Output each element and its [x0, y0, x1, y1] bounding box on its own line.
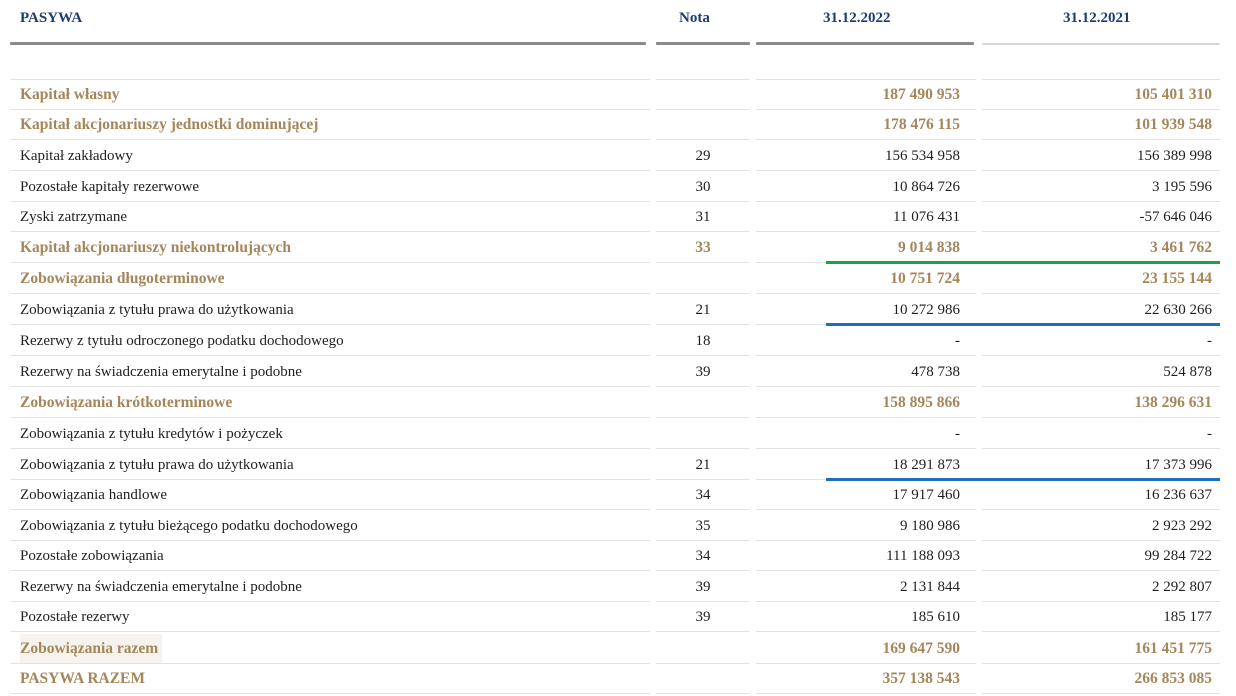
- header-rule-label: [10, 42, 646, 45]
- highlight-line-blue-2: [826, 478, 1220, 481]
- row-value-2022: 9 014 838: [898, 239, 960, 256]
- row-value-2022: 185 610: [911, 609, 960, 625]
- row-label: Zobowiązania handlowe: [20, 487, 168, 503]
- row-divider: [656, 417, 750, 418]
- row-value-2021: -: [1207, 333, 1212, 349]
- highlight-line-green: [826, 261, 1220, 264]
- row-value-2021: 3 195 596: [1152, 179, 1212, 195]
- row-divider: [656, 693, 750, 694]
- row-nota: 29: [695, 148, 711, 164]
- row-divider: [10, 631, 650, 632]
- row-label: Kapitał akcjonariuszy jednostki dominującej: [20, 116, 319, 133]
- row-value-2022: 357 138 543: [882, 670, 960, 687]
- row-value-2022: 178 476 115: [883, 116, 960, 133]
- table-row: [0, 541, 1236, 571]
- row-divider: [756, 448, 976, 449]
- row-value-2022: 10 864 726: [892, 179, 960, 195]
- row-value-2022: 158 895 866: [882, 394, 960, 411]
- row-value-2022: -: [955, 426, 960, 442]
- row-divider: [756, 386, 976, 387]
- row-value-2021: [980, 50, 1212, 80]
- row-value-2022: 111 188 093: [886, 548, 960, 564]
- row-divider: [756, 570, 976, 571]
- row-nota: [656, 80, 750, 110]
- row-value-2022: 2 131 844: [900, 579, 960, 595]
- table-row: [0, 141, 1236, 171]
- table-row: [0, 172, 1236, 202]
- row-nota: [656, 50, 750, 80]
- row-value-2021: 156 389 998: [1137, 148, 1212, 164]
- row-value-2021: 266 853 085: [1134, 670, 1212, 687]
- highlight-line-blue-1: [826, 323, 1220, 326]
- row-value-2021: 3 461 762: [1150, 239, 1212, 256]
- row-label: Zobowiązania razem: [20, 634, 162, 664]
- row-value-2021: -57 646 046: [1139, 209, 1212, 225]
- row-label: Pozostałe zobowiązania: [20, 548, 164, 564]
- table-header: [0, 0, 1236, 46]
- row-divider: [982, 509, 1220, 510]
- row-nota: [656, 110, 750, 140]
- row-value-2021: 22 630 266: [1144, 302, 1212, 318]
- row-nota: 39: [695, 579, 711, 595]
- section-row: [0, 233, 1236, 263]
- row-value-2021: 99 284 722: [1144, 548, 1212, 564]
- row-divider: [10, 170, 650, 171]
- row-divider: [10, 262, 650, 263]
- row-divider: [656, 139, 750, 140]
- table-row: [0, 357, 1236, 387]
- row-divider: [756, 170, 976, 171]
- section-row: [0, 80, 1236, 110]
- row-divider: [10, 570, 650, 571]
- row-label: Kapitał zakładowy: [20, 148, 133, 164]
- table-row: [0, 572, 1236, 602]
- row-divider: [10, 693, 650, 694]
- table-row: [0, 326, 1236, 356]
- row-nota: [656, 264, 750, 294]
- row-nota: [656, 634, 750, 664]
- header-label: PASYWA: [20, 10, 83, 26]
- row-divider: [656, 262, 750, 263]
- row-divider: [656, 386, 750, 387]
- table-row: [0, 602, 1236, 632]
- row-value-2022: -: [955, 333, 960, 349]
- row-value-2021: 2 923 292: [1152, 518, 1212, 534]
- row-divider: [10, 324, 650, 325]
- header-date-2022: 31.12.2022: [823, 10, 891, 26]
- section-row: [0, 664, 1236, 694]
- row-divider: [656, 355, 750, 356]
- row-label: Pozostałe kapitały rezerwowe: [20, 179, 200, 195]
- row-label: Zobowiązania z tytułu prawa do użytkowania: [20, 302, 294, 318]
- row-divider: [656, 231, 750, 232]
- row-divider: [656, 324, 750, 325]
- header-rule-nota: [656, 42, 750, 45]
- row-divider: [756, 231, 976, 232]
- row-value-2021: 2 292 807: [1152, 579, 1212, 595]
- row-label: Zobowiązania z tytułu bieżącego podatku dochodowego: [20, 518, 358, 534]
- row-divider: [982, 355, 1220, 356]
- table-row: [0, 419, 1236, 449]
- row-divider: [756, 631, 976, 632]
- row-divider: [10, 355, 650, 356]
- blank-row: [0, 50, 1236, 80]
- row-divider: [656, 170, 750, 171]
- row-divider: [756, 293, 976, 294]
- row-nota: 33: [695, 239, 711, 256]
- row-divider: [982, 386, 1220, 387]
- row-divider: [10, 448, 650, 449]
- row-label: Zobowiązania długoterminowe: [20, 270, 225, 287]
- row-nota: 34: [695, 548, 711, 564]
- row-divider: [10, 417, 650, 418]
- row-value-2022: 156 534 958: [885, 148, 960, 164]
- row-nota: 18: [695, 333, 711, 349]
- row-divider: [982, 448, 1220, 449]
- section-row: [0, 388, 1236, 418]
- row-divider: [756, 355, 976, 356]
- row-label: Kapitał akcjonariuszy niekontrolujących: [20, 239, 291, 256]
- row-divider: [10, 386, 650, 387]
- row-divider: [10, 139, 650, 140]
- row-divider: [756, 693, 976, 694]
- row-nota: 35: [695, 518, 711, 534]
- row-value-2021: 16 236 637: [1144, 487, 1212, 503]
- row-value-2022: 17 917 460: [892, 487, 960, 503]
- row-value-2022: 10 272 986: [892, 302, 960, 318]
- header-rule-2021: [982, 43, 1220, 45]
- row-divider: [756, 417, 976, 418]
- row-divider: [656, 293, 750, 294]
- row-divider: [982, 693, 1220, 694]
- row-divider: [756, 139, 976, 140]
- row-nota: 39: [695, 609, 711, 625]
- row-divider: [10, 231, 650, 232]
- row-label: Rezerwy na świadczenia emerytalne i podobne: [20, 579, 302, 595]
- row-label: Rezerwy na świadczenia emerytalne i podobne: [20, 364, 302, 380]
- table-row: [0, 450, 1236, 480]
- row-label: Rezerwy z tytułu odroczonego podatku dochodowego: [20, 333, 344, 349]
- table-row: [0, 511, 1236, 541]
- row-value-2021: 185 177: [1163, 609, 1212, 625]
- row-value-2022: [754, 50, 960, 80]
- table-row: [0, 480, 1236, 510]
- row-value-2022: 11 076 431: [893, 209, 960, 225]
- section-row: [0, 634, 1236, 664]
- row-label: Kapitał własny: [20, 86, 120, 103]
- row-divider: [10, 509, 650, 510]
- row-divider: [982, 570, 1220, 571]
- header-nota: Nota: [679, 10, 710, 26]
- row-divider: [656, 570, 750, 571]
- row-divider: [982, 417, 1220, 418]
- row-divider: [656, 448, 750, 449]
- row-value-2021: 138 296 631: [1134, 394, 1212, 411]
- row-value-2022: 187 490 953: [882, 86, 960, 103]
- row-nota: 31: [695, 209, 711, 225]
- row-value-2022: 478 738: [911, 364, 960, 380]
- table-row: [0, 295, 1236, 325]
- row-divider: [982, 170, 1220, 171]
- row-value-2022: 169 647 590: [882, 640, 960, 657]
- row-label: Pozostałe rezerwy: [20, 609, 130, 625]
- row-divider: [982, 631, 1220, 632]
- row-nota: 21: [695, 457, 711, 473]
- table-row: [0, 202, 1236, 232]
- row-label: Zobowiązania z tytułu prawa do użytkowania: [20, 457, 294, 473]
- row-label: Zyski zatrzymane: [20, 209, 128, 225]
- row-nota: [656, 664, 750, 694]
- row-nota: [656, 388, 750, 418]
- row-value-2022: 9 180 986: [900, 518, 960, 534]
- row-nota: 39: [695, 364, 711, 380]
- row-divider: [756, 509, 976, 510]
- row-nota: 30: [695, 179, 711, 195]
- header-rule-2022: [756, 42, 974, 45]
- row-value-2021: 17 373 996: [1144, 457, 1212, 473]
- row-value-2021: 524 878: [1163, 364, 1212, 380]
- row-nota: [656, 419, 750, 449]
- row-label: Zobowiązania z tytułu kredytów i pożyczek: [20, 426, 283, 442]
- row-divider: [982, 293, 1220, 294]
- row-divider: [982, 231, 1220, 232]
- section-row: [0, 110, 1236, 140]
- row-value-2021: 105 401 310: [1134, 86, 1212, 103]
- row-value-2021: 23 155 144: [1142, 270, 1212, 287]
- row-value-2022: 10 751 724: [890, 270, 960, 287]
- row-nota: 34: [695, 487, 711, 503]
- row-divider: [656, 631, 750, 632]
- row-label: Zobowiązania krótkoterminowe: [20, 394, 233, 411]
- row-value-2022: 18 291 873: [892, 457, 960, 473]
- row-divider: [656, 509, 750, 510]
- row-divider: [982, 139, 1220, 140]
- row-nota: 21: [695, 302, 711, 318]
- row-value-2021: 161 451 775: [1134, 640, 1212, 657]
- section-row: [0, 264, 1236, 294]
- row-divider: [10, 293, 650, 294]
- row-label: PASYWA RAZEM: [20, 670, 146, 687]
- row-value-2021: 101 939 548: [1134, 116, 1212, 133]
- row-value-2021: -: [1207, 426, 1212, 442]
- header-date-2021: 31.12.2021: [1063, 10, 1131, 26]
